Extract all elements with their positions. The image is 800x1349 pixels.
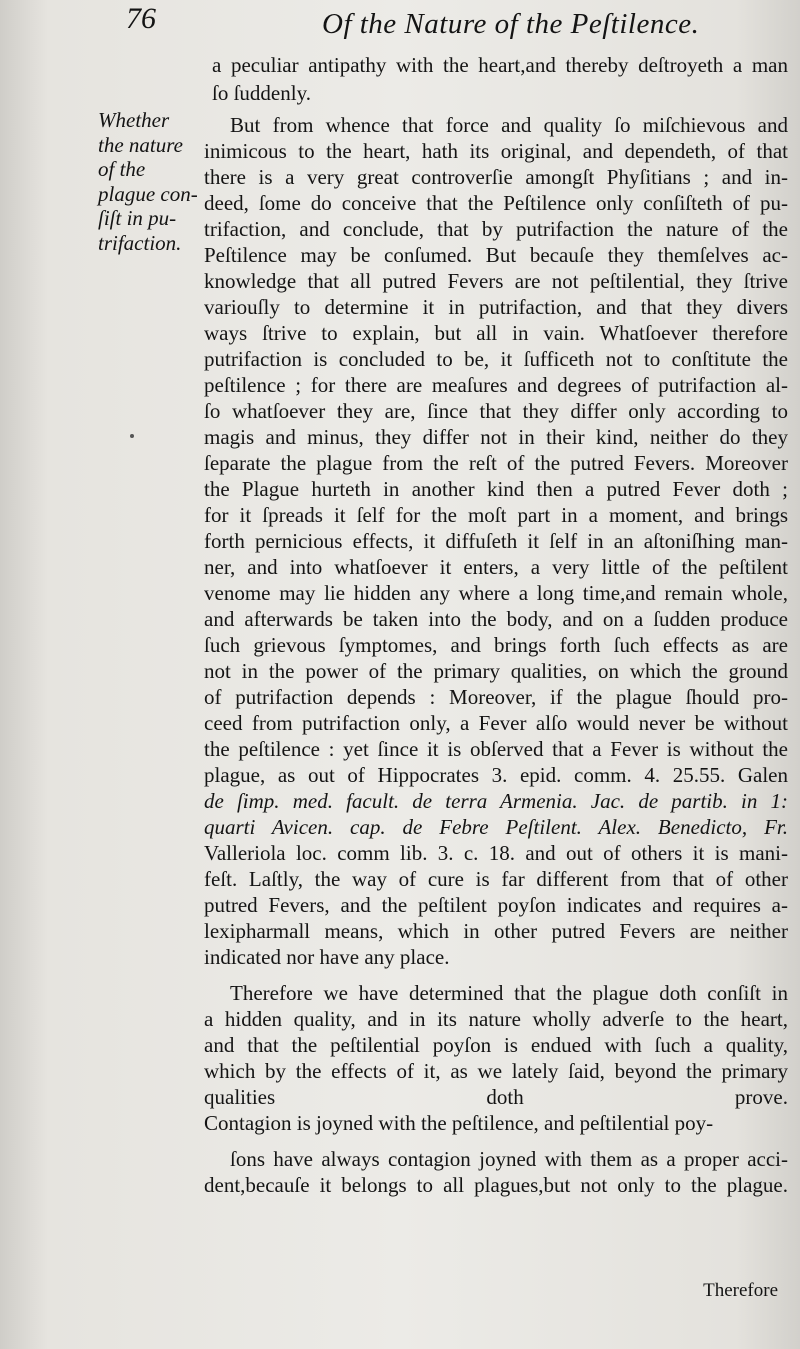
- text-line: dent,becauſe it belongs to all plagues,but not only to the plague.: [204, 1173, 788, 1197]
- text-line: there is a very great controverſie amongſt Phyſitians ; and in-: [204, 165, 788, 189]
- text-line: the peſtilence : yet ſince it is obſerved that a Fever is without the: [204, 737, 788, 761]
- margin-note-line: the nature: [98, 132, 183, 157]
- text-line: [204, 1198, 788, 1224]
- page-number: 76: [126, 2, 156, 35]
- catchword: Therefore: [703, 1280, 778, 1301]
- text-line: and that the peſtilential poyſon is endued with ſuch a quality,: [204, 1033, 788, 1057]
- text-line: ſo whatſoever they are, ſince that they differ only according to: [204, 399, 788, 423]
- text-line: feſt. Laſtly, the way of cure is far different from that of other: [204, 867, 788, 891]
- text-line: inimicous to the heart, hath its original, and dependeth, of that: [204, 139, 788, 163]
- text-line: ceed from putrifaction only, a Fever alſo would never be without: [204, 711, 788, 735]
- text-line: plague, as out of Hippocrates 3. epid. comm. 4. 25.55. Galen: [204, 763, 788, 787]
- margin-note-line: trifaction.: [98, 230, 182, 255]
- margin-note-line: Whether: [98, 108, 170, 132]
- text-line: But from whence that force and quality ſo miſchievous and: [230, 113, 788, 137]
- text-line: variouſly to determine it in putrifaction, and that they divers: [204, 295, 788, 319]
- text-line: trifaction, and conclude, that by putrifaction the nature of the: [204, 217, 788, 241]
- text-line: of putrifaction depends : Moreover, if the plague ſhould pro-: [204, 685, 788, 709]
- text-line: which by the effects of it, as we lately ſaid, beyond the primary: [204, 1059, 788, 1083]
- margin-note: [98, 108, 210, 255]
- running-title: Of the Nature of the Peſtilence.: [322, 8, 700, 40]
- text-line: ſons have always contagion joyned with them as a proper acci-: [230, 1147, 788, 1171]
- text-line: ner, and into whatſoever it enters, a very little of the peſtilent: [204, 555, 788, 579]
- text-line: not in the power of the primary qualities, on which the ground: [204, 659, 788, 683]
- text-line: putred Fevers, and the peſtilent poyſon indicates and requires a-: [204, 893, 788, 917]
- text-line: a hidden quality, and in its nature wholly adverſe to the heart,: [204, 1007, 788, 1031]
- text-line: Contagion is joyned with the peſtilence, and peſtilential poy-: [204, 1111, 714, 1135]
- text-line: the Plague hurteth in another kind then a putred Fever doth ;: [204, 477, 788, 501]
- text-line: Peſtilence may be conſumed. But becauſe they themſelves ac-: [204, 243, 788, 267]
- text-line: quarti Avicen. cap. de Febre Peſtilent. Alex. Benedicto, Fr.: [204, 815, 788, 839]
- text-line: ways ſtrive to explain, but all in vain. Whatſoever therefore: [204, 321, 788, 345]
- text-line: magis and minus, they differ not in their kind, neither do they: [204, 425, 788, 449]
- text-line: de ſimp. med. facult. de terra Armenia. Jac. de partib. in 1:: [204, 789, 788, 813]
- text-line: qualities doth prove.: [204, 1085, 788, 1109]
- text-line: knowledge that all putred Fevers are not peſtilential, they ſtrive: [204, 269, 788, 293]
- text-line: Valleriola loc. comm lib. 3. c. 18. and out of others it is mani-: [204, 841, 788, 865]
- text-line: indicated nor have any place.: [204, 945, 450, 969]
- text-line: ſeparate the plague from the reſt of the putred Fevers. Moreover: [204, 451, 788, 475]
- text-line: a peculiar antipathy with the heart,and thereby deſtroyeth a man: [212, 53, 788, 77]
- text-line: for it ſpreads it ſelf for the moſt part in a moment, and brings: [204, 503, 788, 527]
- text-line: Therefore we have determined that the plague doth conſiſt in: [230, 981, 788, 1005]
- margin-note-line: of the: [98, 157, 146, 181]
- text-line: ſuch grievous ſymptomes, and brings forth ſuch effects as are: [204, 633, 788, 657]
- text-line: putrifaction is concluded to be, it ſufficeth not to conſtitute the: [204, 347, 788, 371]
- text-line: venome may lie hidden any where a long time,and remain whole,: [204, 581, 788, 605]
- ink-spot: [130, 434, 134, 438]
- text-line: and afterwards be taken into the body, and on a ſudden produce: [204, 607, 788, 631]
- text-line: ſo ſuddenly.: [212, 81, 311, 105]
- text-line: lexipharmall means, which in other putred Fevers are neither: [204, 919, 788, 943]
- page-header: [0, 2, 800, 50]
- margin-note-line: plague con-: [98, 181, 198, 206]
- margin-note-line: ſiſt in pu-: [98, 206, 177, 230]
- text-line: deed, ſome do conceive that the Peſtilence only conſiſteth of pu-: [204, 191, 788, 215]
- text-line: forth pernicious effects, it diffuſeth it ſelf in an aſtoniſhing man-: [204, 529, 788, 553]
- text-line: peſtilence ; for there are meaſures and degrees of putrifaction al-: [204, 373, 788, 397]
